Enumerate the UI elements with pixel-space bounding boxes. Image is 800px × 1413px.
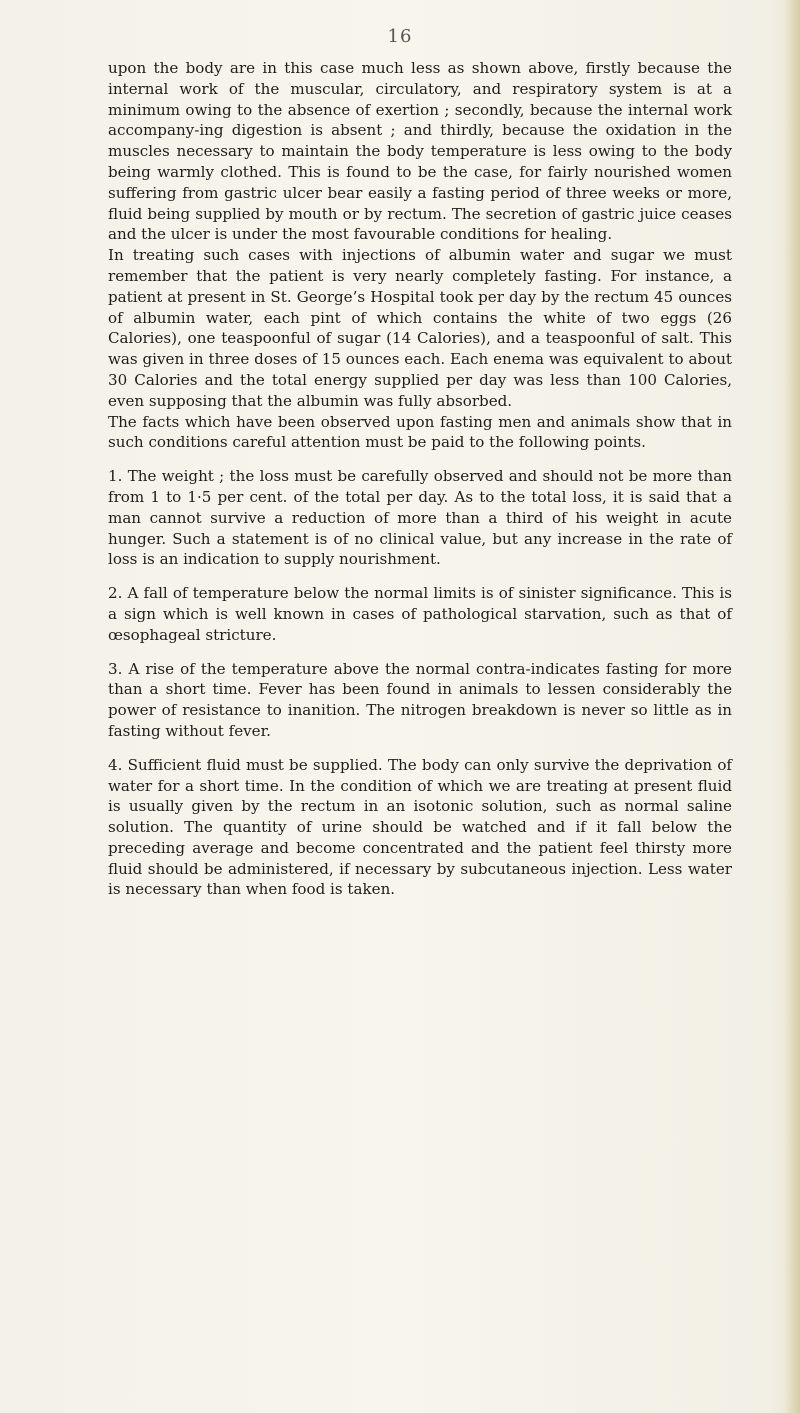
point-4-fluid: 4. Sufficient fluid must be supplied. The body can only survive the deprivation of water for a short time. In the condition of which we are treating at present fluid is usually given by the rectum in an isotonic solution, such as normal saline solution. The quantity of urine should be watched and if it fall below the preceding average and become concentrated and the patient feel thirsty more fluid should be administered, if necessary by subcutaneous injection. Less water is necessary than when food is taken. [108,755,732,899]
page-number: 16 [387,26,413,47]
page-edge-shadow [784,0,800,1413]
paragraph-albumin-injections: In treating such cases with injections of albumin water and sugar we must remember that the patient is very nearly completely fasting. For instance, a patient at present in St. George’s Hospital took per day by the rectum 45 ounces of albumin water, each pint of which contains the white of two eggs (26 Calories), one teaspoonful of sugar (14 Calories), and a teaspoonful of salt. This was given in three doses of 15 ounces each. Each enema was equivalent to about 30 Calories and the total energy supplied per day was less than 100 Calories, even supposing that the albumin was fully absorbed. [108,246,732,410]
paragraph-continuation: upon the body are in this case much less as shown above, firstly because the internal work of the muscular, circulatory, and respiratory system is at a minimum owing to the absence of exertion ; secondly, because the internal work accompany-ing digestion is absent ; and thirdly, because the oxidation in the muscles necessary to maintain the body temperature is less owing to the body being warmly clothed. This is found to be the case, for fairly nourished women suffering from gastric ulcer bear easily a fasting period of three weeks or more, fluid being supplied by mouth or by rectum. The secretion of gastric juice ceases and the ulcer is under the most favourable conditions for healing. [108,59,732,244]
paragraph-observed-facts: The facts which have been observed upon fasting men and animals show that in such conditions careful attention must be paid to the following points. [108,412,732,452]
point-2-temperature-fall: 2. A fall of temperature below the normal limits is of sinister significance. This is a sign which is well known in cases of pathological starvation, such as that of œsophageal stricture. [108,584,732,644]
point-1-weight: 1. The weight ; the loss must be carefully observed and should not be more than from 1 to 1·5 per cent. of the total per day. As to the total loss, it is said that a man cannot survive a reduction of more than a third of his weight in acute hunger. Such a statement is of no clinical value, but any increase in the rate of loss is an indication to supply nourishment. [108,467,732,569]
body-text [108,58,732,900]
point-3-temperature-rise: 3. A rise of the temperature above the normal contra-indicates fasting for more than a short time. Fever has been found in animals to lessen considerably the power of resistance to inanition. The nitrogen breakdown is never so little as in fasting without fever. [108,659,732,740]
